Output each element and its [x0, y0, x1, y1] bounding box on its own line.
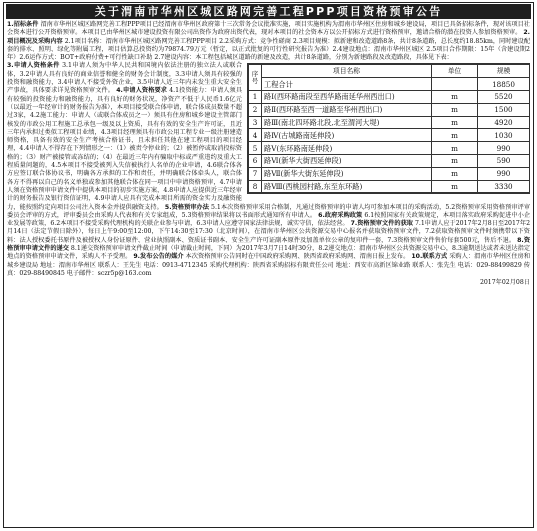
- row-no: 2: [249, 103, 262, 116]
- row-unit: m: [432, 180, 478, 193]
- section-5-heading: 5.资格预审办法: [164, 203, 210, 211]
- row-unit: m: [432, 103, 478, 116]
- section-10-text: 采购人：渭南市华州区住房和城乡建设局 地址：渭南市华州区 联系人：王先生 电话：0913-4712345 采购代理机构：陕西省采购招标有限责任公司 地址：西安市高新区锦业路 联系人：张先生 电话：029-88499829 传真：029-88490845 电子邮件：sczr5p@163.com: [7, 253, 531, 277]
- row-scale: 5520: [478, 91, 530, 104]
- total-value: 18850: [478, 78, 530, 91]
- project-table: [248, 64, 530, 193]
- footer: [7, 279, 530, 287]
- row-no: 7: [249, 167, 262, 180]
- row-name: 路Ⅶ(新华大街东延伸段): [262, 167, 432, 180]
- section-10-heading: 10.联系方式: [411, 253, 448, 261]
- row-name: 路Ⅳ(古城路南延伸段): [262, 129, 432, 142]
- row-name: 路Ⅰ(西环路南段至西华路南延华州西出口): [262, 91, 432, 104]
- row-name: 路Ⅲ(南北四环路北段,北至渭河大堤): [262, 116, 432, 129]
- announcement-frame: [3, 2, 534, 528]
- row-scale: 590: [478, 155, 530, 168]
- section-7-text: 7.1申请人应于2017年2月8日至2017年2月14日（法定节假日除外），每日上午9:00至12:00，下午14:30至17:30（北京时间），在渭南市华州区公共资源交易中心报名并获取资格预审文件，7.2获取资格预审文件时须携带以下资料：法人授权委托书原件及被授权人身份证原件、营业执照副本、资质证书副本、安全生产许可证副本原件及加盖单位公章的复印件一套，7.3资格预审文件售价每套500元，售后不退。: [7, 220, 531, 244]
- header-unit: 单位: [432, 65, 478, 78]
- row-unit: m: [432, 142, 478, 155]
- table-row: [249, 129, 530, 142]
- section-1: [7, 21, 530, 62]
- section-8-heading: 8.资格预审申请文件的递交: [7, 236, 531, 253]
- section-2-heading: 2.项目概况及采购内容: [7, 29, 530, 45]
- row-no: 1: [249, 91, 262, 104]
- total-label: 工程合计: [262, 78, 432, 91]
- project-table-box: [247, 63, 530, 194]
- section-9-text: 本次资格预审公告同时在中国政府采购网、陕西省政府采购网、渭南日报上发布。: [185, 253, 410, 261]
- table-row: [249, 180, 530, 193]
- section-7-heading: 7.资格预审文件的获取: [350, 220, 413, 228]
- announcement-body: [7, 21, 530, 288]
- row-scale: 4920: [478, 116, 530, 129]
- row-scale: 990: [478, 142, 530, 155]
- row-no: 8: [249, 180, 262, 193]
- section-8-text: 8.1递交资格预审申请文件截止时间（申请截止时间，下同）为2017年3月7日14时30分，8.2递交地点：渭南市华州区公共资源交易中心，8.3逾期送达或者未送达指定地点的资格预审申请文件，采购人不予受理。: [7, 245, 531, 261]
- table-header-row: [249, 65, 530, 78]
- table-row: [249, 103, 530, 116]
- table-total-row: [249, 78, 530, 91]
- row-scale: 1500: [478, 103, 530, 116]
- section-4-text: 4.1投资能力：申请人须具有较强的投资能力和融资能力，具有良好的财务状况，净资产不低于人民币1.6亿元（以最近一年经审计的财务报告为准），本项目接受联合体申请，联合体成员数量不超过3家，4.2施工能力：申请人（或联合体成员之一）须具有住房和城乡建设主管部门核发的市政公用工程施工总承包一级及以上资质，具有有效的安全生产许可证，且近三年内承担过类似工程项目业绩，4.3项目经理须具有市政公用工程专业一级注册建造师资格，具备有效的安全生产考核合格证书，且未担任其他在建工程项目的项目经理，4.4申请人不得存在下列情形之一：（1）被责令停业的；（2）被暂停或取消投标资格的；（3）财产被接管或冻结的；（4）在最近三年内有骗取中标或严重违约及重大工程质量问题的，4.5本项目不接受被列入失信被执行人名单的企业申请，4.6联合体各方应签订联合体协议书，明确各方承担的工作和责任，并明确联合体牵头人，联合体各方不得再以自己的名义单独或参加其他联合体在同一项目中申请资格预审，4.7申请人须在资格预审申请文件中提供本项目的初步实施方案，4.8申请人应提供近三年经审计的财务报告及银行资信证明，4.9申请人应具有完成本项目所需的资金实力及融资能力，能按照约定向项目公司注入资本金并提供融资支持。: [7, 87, 243, 211]
- table-row: [249, 167, 530, 180]
- row-unit: m: [432, 116, 478, 129]
- section-3-heading: 3.申请人资格条件: [7, 62, 60, 70]
- row-unit: m: [432, 155, 478, 168]
- table-row: [249, 155, 530, 168]
- total-unit: [432, 78, 478, 91]
- row-unit: m: [432, 167, 478, 180]
- row-no: 5: [249, 142, 262, 155]
- announcement-title: 关于渭南市华州区城区路网完善工程PPP项目资格预审公告: [6, 4, 531, 19]
- row-name: 路Ⅴ(东环路南延伸段): [262, 142, 432, 155]
- section-5-text: 5.1本次资格预审采用合格制，凡通过资格预审的申请人均可参加本项目的采购活动，5.2资格预审采用资格预审评审委员会评审的方式，评审委员会由采购人代表和有关专家组成，5.3资格预审结果将以书面形式通知所有申请人。: [7, 203, 531, 219]
- section-2-text: 2.1项目名称：渭南市华州区城区路网完善工程PPP项目 2.2采购方式：竞争性磋商 2.3项目规模：拟新建和改造道路8条，共计8条道路，总长度约18.85km，同时建设配套的排水、照明、绿化等附属工程，项目估算总投资约为79874.79万元（暂定，以正式批复的可行性研究报告为准）2.4建设地点：渭南市华州区城区 2.5项目合作期限：15年（含建设期2年）2.6运作方式：BOT+政府付费+可行性缺口补助 2.7建设内容：本工程包括城区道路的新建及改造，共计8条道路，分别为新建路段及改造路段，具体见下表：: [7, 37, 531, 62]
- section-6-heading: 6.政府采购政策: [318, 211, 363, 219]
- table-row: [249, 91, 530, 104]
- row-unit: m: [432, 91, 478, 104]
- row-no: 4: [249, 129, 262, 142]
- header-name: 项目名称: [262, 65, 432, 78]
- section-9-heading: 9.发布公告的媒介: [133, 253, 184, 261]
- section-3-text: 3.1申请人须为中华人民共和国境内依法注册的独立法人或联合体，3.2申请人具有良好的商业信誉和健全的财务会计制度，3.3申请人须具有较强的投资和融资能力，3.4申请人不接受外资企业，3.5申请人近三年内未发生重大安全生产事故，具体要求详见资格预审文件。: [7, 62, 243, 95]
- section-1-text: 渭南市华州区城区路网完善工程PPP项目已经渭南市华州区政府第十三次常务会议批准实施，项目实施机构为渭南市华州区住房和城乡建设局，项目已具备招标条件，现对该项目社会资本进行公开资格预审。本项目已由华州区城市建设投资有限公司出资作为政府出资代表，现对本项目的社会资本方以公开招标方式进行资格预审，邀请合格的潜在投资人参加资格预审。: [7, 21, 530, 37]
- row-no: 6: [249, 155, 262, 168]
- row-name: 路Ⅱ(西环路至西一道路至华州西出口): [262, 103, 432, 116]
- table-row: [249, 116, 530, 129]
- header-scale: 规模: [478, 65, 530, 78]
- section-6-text: 6.1按照国家有关政策规定，本项目落实政府采购促进中小企业发展等政策，6.2本项目不接受采购代理机构的关联企业参与申请，6.3申请人应遵守国家法律法规，诚实守信，依法经营。: [7, 211, 531, 228]
- row-scale: 990: [478, 167, 530, 180]
- row-scale: 1030: [478, 129, 530, 142]
- row-name: 路Ⅷ(西桃园村路,东至东环路): [262, 180, 432, 193]
- header-index: 序号: [249, 65, 262, 91]
- row-unit: m: [432, 129, 478, 142]
- row-name: 路Ⅵ(新华大街西延伸段): [262, 155, 432, 168]
- section-1-heading: 1.招标条件: [7, 21, 39, 28]
- footer-date: 2017年02月08日: [479, 279, 530, 287]
- section-4-heading: 4.申请人资格要求: [116, 87, 168, 95]
- row-no: 3: [249, 116, 262, 129]
- table-row: [249, 142, 530, 155]
- row-scale: 3330: [478, 180, 530, 193]
